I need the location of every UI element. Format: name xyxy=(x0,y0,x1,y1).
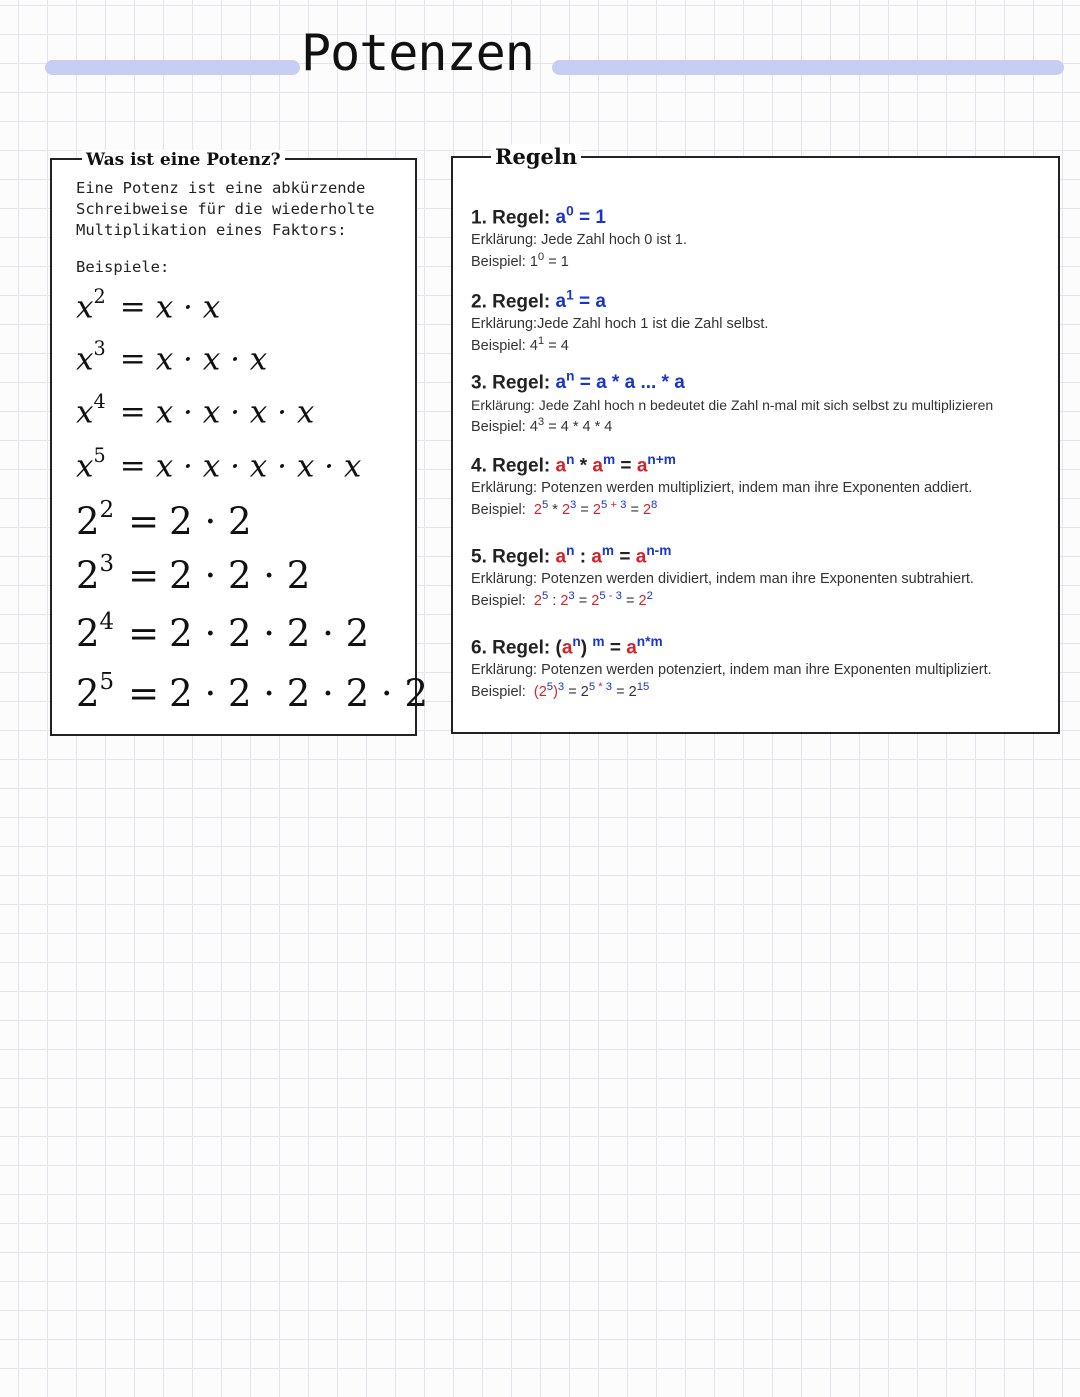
example-equation xyxy=(76,337,268,378)
example-power: $x^5$ xyxy=(76,444,106,485)
title-underline-right xyxy=(552,60,1064,75)
equals-sign: = xyxy=(128,554,160,597)
rules-heading: Regeln xyxy=(491,144,581,169)
rule-1 xyxy=(471,204,1061,270)
example-product: x · x · x xyxy=(155,341,268,378)
rule-6-explanation: Erklärung: Potenzen werden potenziert, indem man ihre Exponenten multipliziert. xyxy=(471,662,992,679)
rule-2-example: Beispiel: $4^1 = 4$ xyxy=(471,335,569,355)
example-product: 2 · 2 xyxy=(169,500,252,543)
example-equation xyxy=(76,609,370,655)
rule-3 xyxy=(471,369,1061,435)
title-underline-left xyxy=(45,60,300,75)
examples-label: Beispiele: xyxy=(76,258,170,276)
equals-sign: = xyxy=(128,612,160,655)
example-equation xyxy=(76,444,362,485)
rule-1-heading: 1. Regel: $a^0 = 1$ xyxy=(471,204,606,229)
rule-6-heading: 6. Regel: $(a^n) ^m = a^{n*m}$ xyxy=(471,634,663,659)
rule-5 xyxy=(471,543,1061,609)
rule-2 xyxy=(471,288,1061,354)
equals-sign: = xyxy=(119,394,146,431)
example-equation xyxy=(76,551,311,597)
example-product: 2 · 2 · 2 xyxy=(169,554,311,597)
example-equation xyxy=(76,390,315,431)
equals-sign: = xyxy=(119,448,146,485)
example-power: $2^4$ xyxy=(76,609,115,655)
rule-5-example: Beispiel: $2^5$ : $2^3 = 2^{5 - 3} = 2^2$ xyxy=(471,590,653,610)
rule-6 xyxy=(471,634,1061,700)
rule-3-explanation: Erklärung: Jede Zahl hoch n bedeutet die Zahl n-mal mit sich selbst zu multiplizieren xyxy=(471,397,994,414)
definition-text: Eine Potenz ist eine abkürzende Schreibweise für die wiederholte Multiplikation eines Faktors: xyxy=(76,179,375,239)
example-product: x · x xyxy=(155,289,221,326)
rule-1-example: Beispiel: $1^0 = 1$ xyxy=(471,251,569,271)
example-product: 2 · 2 · 2 · 2 xyxy=(169,612,370,655)
example-power: $2^5$ xyxy=(76,669,115,715)
example-product: x · x · x · x · x xyxy=(155,448,362,485)
rule-5-heading: 5. Regel: $a^n$ : $a^m = a^{n-m}$ xyxy=(471,543,672,568)
equals-sign: = xyxy=(119,341,146,378)
rule-4-explanation: Erklärung: Potenzen werden multipliziert, indem man ihre Exponenten addiert. xyxy=(471,480,973,497)
rule-2-heading: 2. Regel: $a^1 = a$ xyxy=(471,288,606,313)
example-equation xyxy=(76,669,428,715)
example-power: $2^3$ xyxy=(76,551,115,597)
rule-3-heading: 3. Regel: $a^n = a * a$ ... * a xyxy=(471,369,685,394)
example-power: $x^3$ xyxy=(76,337,106,378)
definition-box xyxy=(50,150,428,736)
definition-heading: Was ist eine Potenz? xyxy=(82,150,285,170)
example-power: $x^2$ xyxy=(76,285,106,326)
rule-2-explanation: Erklärung:Jede Zahl hoch 1 ist die Zahl selbst. xyxy=(471,316,769,333)
equals-sign: = xyxy=(128,500,160,543)
rules-box xyxy=(451,144,1060,734)
example-product: x · x · x · x xyxy=(155,394,315,431)
rule-4-example: Beispiel: $2^5 * 2^3 = 2^{5 + 3} = 2^8$ xyxy=(471,499,658,519)
equals-sign: = xyxy=(128,672,160,715)
example-equation xyxy=(76,497,252,543)
rule-4-heading: 4. Regel: $a^n * a^m = a^{n+m}$ xyxy=(471,452,676,477)
example-product: 2 · 2 · 2 · 2 · 2 xyxy=(169,672,428,715)
page-title: Potenzen xyxy=(301,24,534,82)
example-power: $2^2$ xyxy=(76,497,115,543)
rule-6-example: Beispiel: $(2^5)^3 = 2^{5 * 3} = 2^{15}$ xyxy=(471,681,650,701)
rule-1-explanation: Erklärung: Jede Zahl hoch 0 ist 1. xyxy=(471,232,688,249)
example-equation xyxy=(76,285,221,326)
rule-3-example: Beispiel: $4^3 = 4 * 4 * 4$ xyxy=(471,416,613,436)
equals-sign: = xyxy=(119,289,146,326)
example-power: $x^4$ xyxy=(76,390,106,431)
rule-5-explanation: Erklärung: Potenzen werden dividiert, indem man ihre Exponenten subtrahiert. xyxy=(471,571,974,588)
rule-4 xyxy=(471,452,1061,518)
